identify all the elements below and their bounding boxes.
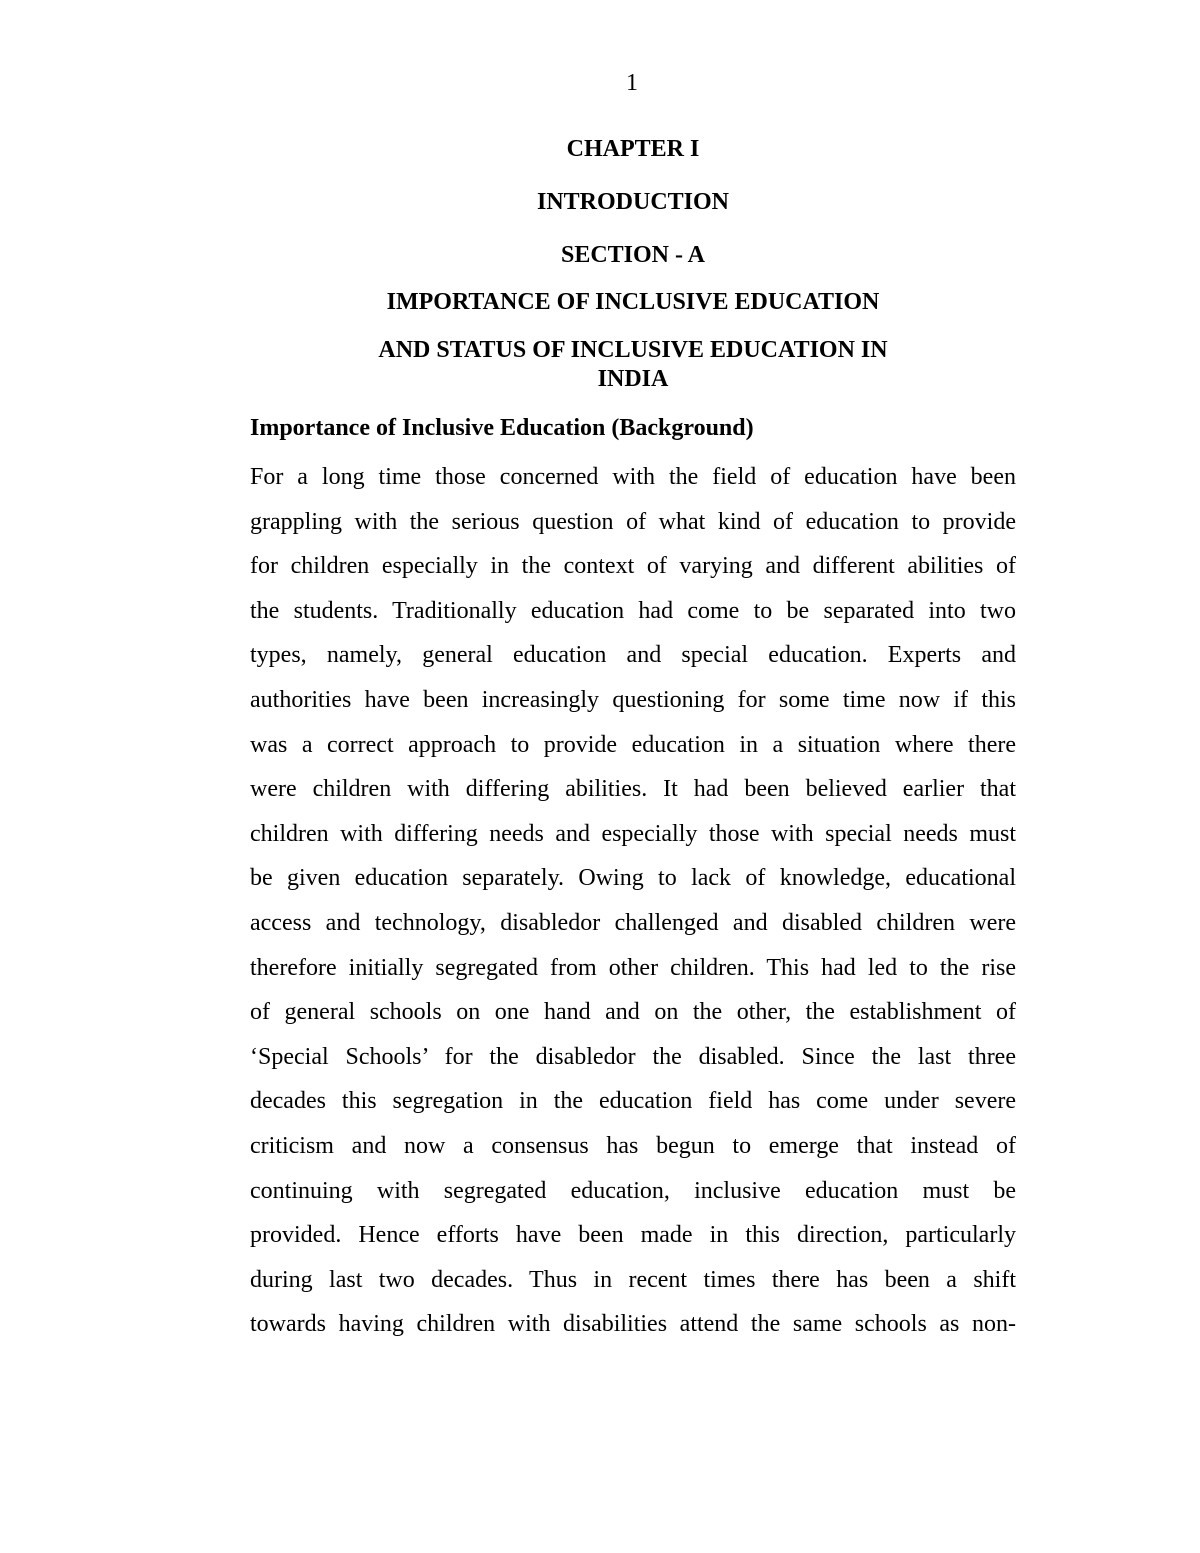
subheading: Importance of Inclusive Education (Background) [250, 415, 754, 441]
paragraph-line: provided. Hence efforts have been made in this direction, particularly [250, 1222, 1016, 1249]
paragraph-line: authorities have been increasingly questioning for some time now if this [250, 686, 1016, 713]
paragraph-line: towards having children with disabilities attend the same schools as non- [250, 1311, 1016, 1338]
paragraph-line: decades this segregation in the education field has come under severe [250, 1088, 1016, 1115]
paragraph-line: children with differing needs and especially those with special needs must [250, 820, 1016, 847]
paragraph-line: be given education separately. Owing to lack of knowledge, educational [250, 865, 1016, 892]
chapter-heading: CHAPTER I [566, 136, 700, 162]
paragraph-line: ‘Special Schools’ for the disabledor the disabled. Since the last three [250, 1043, 1016, 1070]
section-heading: SECTION - A [560, 242, 706, 268]
introduction-heading: INTRODUCTION [536, 189, 730, 215]
paragraph-line: was a correct approach to provide education in a situation where there [250, 731, 1016, 758]
paragraph-line: access and technology, disabledor challenged and disabled children were [250, 909, 1016, 936]
body-paragraph [250, 458, 1016, 1350]
paragraph-line: types, namely, general education and special education. Experts and [250, 642, 1016, 669]
page-number: 1 [626, 70, 638, 96]
paragraph-line: grappling with the serious question of what kind of education to provide [250, 508, 1016, 535]
title-line-1: IMPORTANCE OF INCLUSIVE EDUCATION [386, 289, 880, 315]
title-line-2a: AND STATUS OF INCLUSIVE EDUCATION IN [378, 337, 888, 363]
paragraph-line: For a long time those concerned with the field of education have been [250, 464, 1016, 490]
title-line-2b: INDIA [597, 366, 669, 392]
paragraph-line: during last two decades. Thus in recent times there has been a shift [250, 1266, 1016, 1293]
paragraph-line: continuing with segregated education, inclusive education must be [250, 1177, 1016, 1204]
paragraph-line: were children with differing abilities. It had been believed earlier that [250, 776, 1016, 803]
title-line-2 [250, 336, 1016, 394]
paragraph-line: the students. Traditionally education had come to be separated into two [250, 597, 1016, 624]
paragraph-line: for children especially in the context of varying and different abilities of [250, 553, 1016, 580]
paragraph-line: of general schools on one hand and on the other, the establishment of [250, 999, 1016, 1026]
paragraph-line: therefore initially segregated from other children. This had led to the rise [250, 954, 1016, 981]
paragraph-line: criticism and now a consensus has begun to emerge that instead of [250, 1132, 1016, 1159]
